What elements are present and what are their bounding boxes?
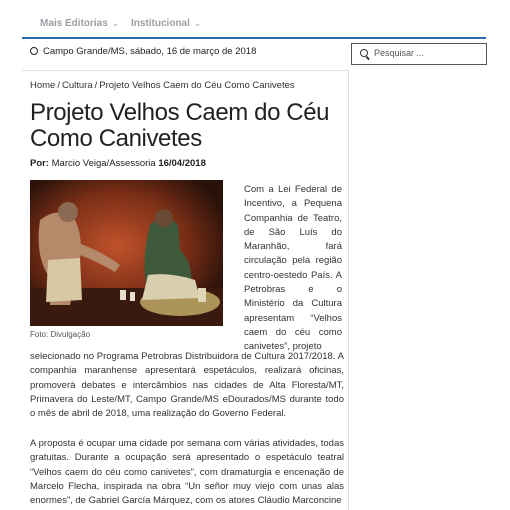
content-divider — [22, 70, 348, 71]
top-navigation — [0, 0, 510, 36]
breadcrumb-separator: / — [57, 80, 60, 91]
search-icon[interactable] — [360, 49, 368, 57]
breadcrumb-current: Projeto Velhos Caem do Céu Como Canivetes — [99, 80, 295, 91]
photo-caption: Foto: Divulgação — [30, 330, 91, 339]
article-intro-side: Com a Lei Federal de Incentivo, a Pequena Companhia de Teatro, de São Luís do Maranhão, fará circulação pela região centro-oestedo País. A Petrobras e o Ministério da Cultura apresentam “Velhos caem do céu como canivetes”, projeto — [244, 184, 342, 353]
nav-item-label: Institucional — [131, 18, 190, 29]
breadcrumb-home[interactable]: Home — [30, 80, 56, 91]
nav-institucional[interactable] — [131, 18, 201, 29]
chevron-down-icon: ⌄ — [193, 18, 202, 28]
breadcrumb-separator: / — [94, 80, 98, 91]
chevron-down-icon: ⌄ — [111, 18, 120, 28]
byline — [30, 158, 206, 169]
header-accent-rule — [22, 37, 486, 39]
nav-mais-editorias[interactable] — [40, 18, 119, 29]
article-paragraph-2: A proposta é ocupar uma cidade por semana com várias atividades, todas gratuitas. Durante a ocupação será apresentado o espetáculo teatral “Velhos caem do céu como canivetes”, com dramaturgia e encenação de Marcelo Flecha, inspirada na obra “Un señor muy viejo com unas alas enormes”, de Gabriel García Márquez, com os atores Cláudio Marconcine — [30, 438, 344, 507]
breadcrumb — [30, 80, 295, 91]
breadcrumb-cultura[interactable]: Cultura — [61, 80, 93, 91]
dateline — [30, 46, 256, 57]
clock-circle-icon — [30, 47, 38, 55]
article-photo — [30, 180, 223, 326]
theatre-scene-illustration — [30, 180, 223, 326]
search-input[interactable] — [374, 46, 479, 60]
byline-label: Por: — [30, 158, 49, 169]
article-intro-continued: selecionado no Programa Petrobras Distribuidora de Cultura 2017/2018. A companhia maranhense apresentará espetáculos, realizará oficinas, promoverá debates e intercâmbios nas cidades de Alta Floresta/MT, Primavera do Leste/MT, Campo Grande/MS eDourados/MS durante todo o mês de abril de 2018, uma realização do Governo Federal. — [30, 351, 344, 420]
byline-date: 16/04/2018 — [158, 158, 206, 169]
search-box[interactable] — [351, 43, 487, 65]
byline-author: Marcio Veiga/Assessoria — [51, 158, 156, 169]
dateline-text: Campo Grande/MS, sábado, 16 de março de 2018 — [43, 46, 257, 57]
page-title: Projeto Velhos Caem do Céu Como Canivetes — [30, 99, 330, 152]
sidebar-divider — [348, 70, 349, 510]
nav-item-label: Mais Editorias — [40, 18, 108, 29]
